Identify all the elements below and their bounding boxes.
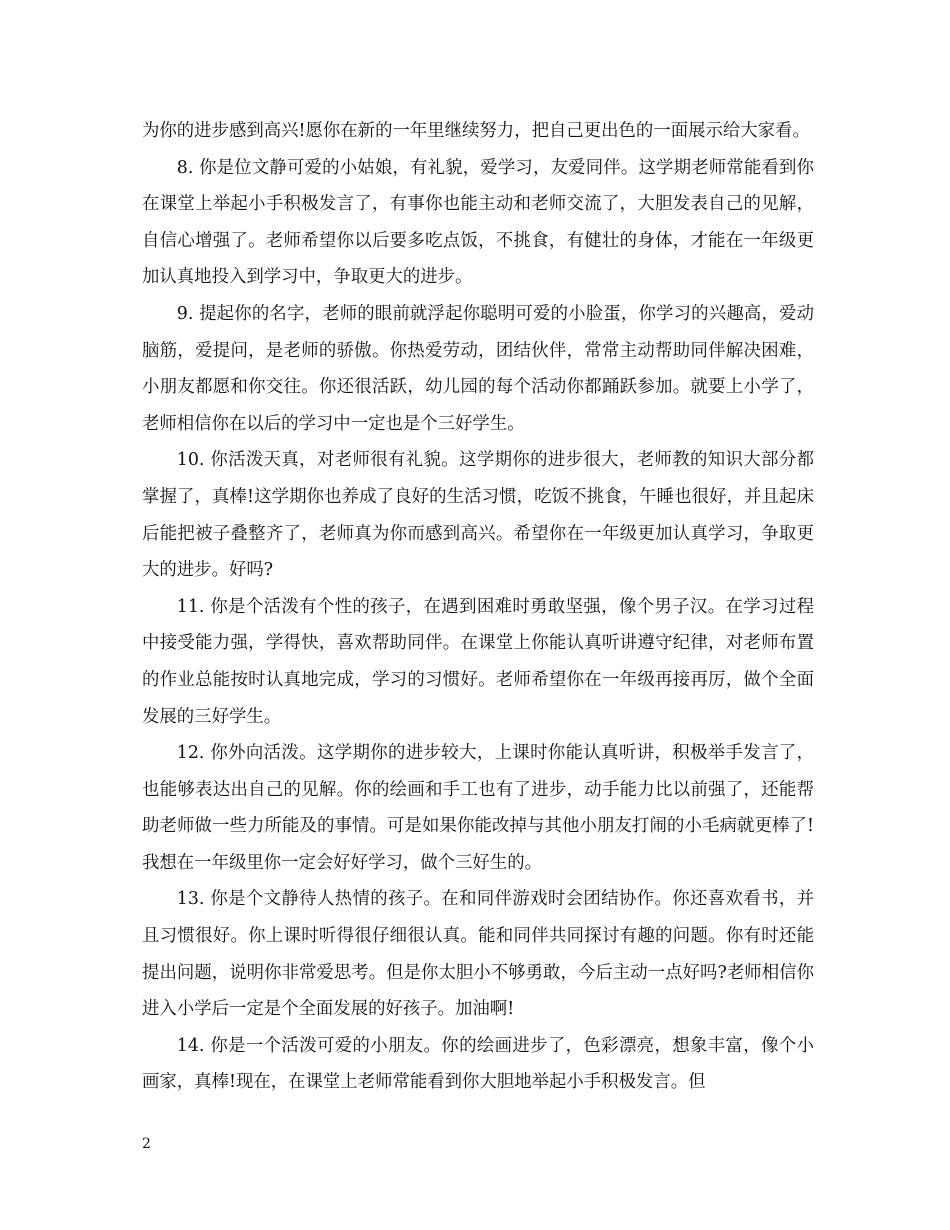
- page-number: 2: [142, 1136, 151, 1152]
- paragraph-continued: 为你的进步感到高兴!愿你在新的一年里继续努力，把自己更出色的一面展示给大家看。: [142, 121, 810, 141]
- paragraph-comment-13: 13. 你是个文静待人热情的孩子。在和同伴游戏时会团结协作。你还喜欢看书，并且习惯很好。你上课时听得很仔细很认真。能和同伴共同探讨有趣的问题。你有时还能提出问题，说明你非常爱思考。但是你太胆小不够勇敢，今后主动一点好吗?老师相信你进入小学后一定是个全面发展的好孩子。加油啊!: [142, 889, 814, 1020]
- paragraph-comment-10: 10. 你活泼天真，对老师很有礼貌。这学期你的进步很大，老师教的知识大部分都掌握了，真棒!这学期你也养成了良好的生活习惯，吃饭不挑食，午睡也很好，并且起床后能把被子叠整齐了，老师真为你而感到高兴。希望你在一年级更加认真学习，争取更大的进步。好吗?: [142, 450, 814, 581]
- paragraph-comment-9: 9. 提起你的名字，老师的眼前就浮起你聪明可爱的小脸蛋，你学习的兴趣高，爱动脑筋，爱提问，是老师的骄傲。你热爱劳动，团结伙伴，常常主动帮助同伴解决困难，小朋友都愿和你交往。你还很活跃，幼儿园的每个活动你都踊跃参加。就要上小学了，老师相信你在以后的学习中一定也是个三好学生。: [142, 303, 814, 434]
- paragraph-comment-14: 14. 你是一个活泼可爱的小朋友。你的绘画进步了，色彩漂亮，想象丰富，像个小画家，真棒!现在，在课堂上老师常能看到你大胆地举起小手积极发言。但: [142, 1035, 814, 1093]
- paragraph-comment-12: 12. 你外向活泼。这学期你的进步较大，上课时你能认真听讲，积极举手发言了，也能够表达出自己的见解。你的绘画和手工也有了进步，动手能力比以前强了，还能帮助老师做一些力所能及的事情。可是如果你能改掉与其他小朋友打闹的小毛病就更棒了!我想在一年级里你一定会好好学习，做个三好生的。: [142, 743, 814, 873]
- paragraph-comment-11: 11. 你是个活泼有个性的孩子，在遇到困难时勇敢坚强，像个男子汉。在学习过程中接受能力强，学得快，喜欢帮助同伴。在课堂上你能认真听讲遵守纪律，对老师布置的作业总能按时认真地完成，学习的习惯好。老师希望你在一年级再接再厉，做个全面发展的三好学生。: [142, 596, 814, 727]
- paragraph-comment-8: 8. 你是位文静可爱的小姑娘，有礼貌，爱学习，友爱同伴。这学期老师常能看到你在课堂上举起小手积极发言了，有事你也能主动和老师交流了，大胆发表自己的见解，自信心增强了。老师希望你以后要多吃点饭，不挑食，有健壮的身体，才能在一年级更加认真地投入到学习中，争取更大的进步。: [142, 157, 814, 288]
- document-body: [142, 113, 814, 1101]
